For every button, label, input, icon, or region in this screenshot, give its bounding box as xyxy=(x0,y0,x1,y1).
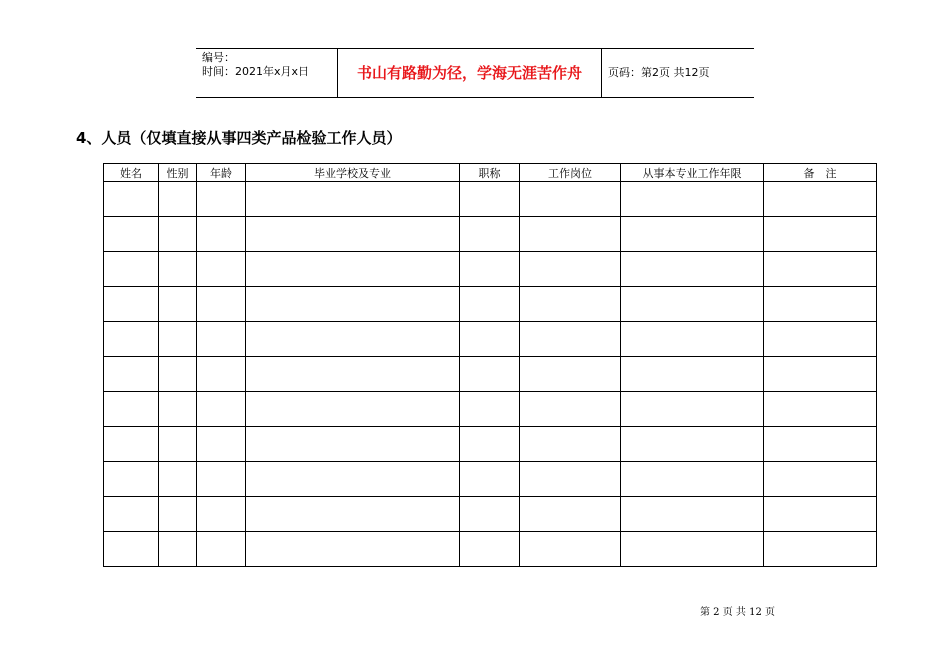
table-cell[interactable] xyxy=(246,497,460,532)
table-cell[interactable] xyxy=(197,357,246,392)
header-divider-right xyxy=(601,49,602,97)
table-cell[interactable] xyxy=(621,252,764,287)
table-cell[interactable] xyxy=(246,182,460,217)
table-cell[interactable] xyxy=(764,252,877,287)
table-cell[interactable] xyxy=(764,497,877,532)
table-cell[interactable] xyxy=(197,322,246,357)
table-cell[interactable] xyxy=(764,532,877,567)
table-header-row xyxy=(104,164,877,182)
table-cell[interactable] xyxy=(460,322,520,357)
table-cell[interactable] xyxy=(764,462,877,497)
table-cell[interactable] xyxy=(460,462,520,497)
code-label: 编号： xyxy=(202,51,235,64)
table-cell[interactable] xyxy=(764,182,877,217)
document-header xyxy=(196,48,754,98)
table-cell[interactable] xyxy=(246,462,460,497)
table-row xyxy=(104,497,877,532)
table-cell[interactable] xyxy=(246,217,460,252)
table-cell[interactable] xyxy=(621,497,764,532)
header-page-info: 页码：第2页 共12页 xyxy=(608,66,710,79)
table-cell[interactable] xyxy=(159,427,197,462)
table-cell[interactable] xyxy=(460,182,520,217)
table-cell[interactable] xyxy=(621,357,764,392)
table-cell[interactable] xyxy=(159,357,197,392)
table-cell[interactable] xyxy=(520,322,621,357)
table-body xyxy=(104,182,877,567)
col-header-age: 年龄 xyxy=(197,164,246,182)
table-cell[interactable] xyxy=(520,217,621,252)
table-cell[interactable] xyxy=(460,287,520,322)
page-footer: 第 2 页 共 12 页 xyxy=(700,607,775,618)
table-cell[interactable] xyxy=(104,287,159,322)
table-row xyxy=(104,357,877,392)
table-row xyxy=(104,182,877,217)
col-header-school-major: 毕业学校及专业 xyxy=(246,164,460,182)
staff-table xyxy=(103,163,877,567)
table-cell[interactable] xyxy=(104,497,159,532)
table-cell[interactable] xyxy=(764,322,877,357)
table-cell[interactable] xyxy=(104,217,159,252)
table-row xyxy=(104,252,877,287)
table-cell[interactable] xyxy=(621,427,764,462)
col-header-position: 工作岗位 xyxy=(520,164,621,182)
table-cell[interactable] xyxy=(246,357,460,392)
table-cell[interactable] xyxy=(246,532,460,567)
table-cell[interactable] xyxy=(246,392,460,427)
table-cell[interactable] xyxy=(764,357,877,392)
table-cell[interactable] xyxy=(197,497,246,532)
table-cell[interactable] xyxy=(159,497,197,532)
table-cell[interactable] xyxy=(197,532,246,567)
table-cell[interactable] xyxy=(520,357,621,392)
table-cell[interactable] xyxy=(460,252,520,287)
table-cell[interactable] xyxy=(621,217,764,252)
table-cell[interactable] xyxy=(460,427,520,462)
table-cell[interactable] xyxy=(104,427,159,462)
table-cell[interactable] xyxy=(460,217,520,252)
table-cell[interactable] xyxy=(246,287,460,322)
table-cell[interactable] xyxy=(764,427,877,462)
col-header-name: 姓名 xyxy=(104,164,159,182)
table-cell[interactable] xyxy=(520,427,621,462)
table-cell[interactable] xyxy=(104,322,159,357)
table-cell[interactable] xyxy=(197,217,246,252)
col-header-years: 从事本专业工作年限 xyxy=(621,164,764,182)
table-cell[interactable] xyxy=(621,287,764,322)
table-row xyxy=(104,532,877,567)
table-cell[interactable] xyxy=(621,462,764,497)
table-cell[interactable] xyxy=(159,322,197,357)
table-cell[interactable] xyxy=(621,182,764,217)
section-title: 4、人员（仅填直接从事四类产品检验工作人员） xyxy=(76,129,402,147)
table-cell[interactable] xyxy=(197,182,246,217)
table-cell[interactable] xyxy=(246,322,460,357)
header-motto: 书山有路勤为径，学海无涯苦作舟 xyxy=(356,64,582,82)
table-cell[interactable] xyxy=(764,392,877,427)
table-cell[interactable] xyxy=(520,287,621,322)
table-cell[interactable] xyxy=(460,532,520,567)
table-row xyxy=(104,392,877,427)
table-cell[interactable] xyxy=(159,462,197,497)
table-cell[interactable] xyxy=(159,287,197,322)
table-cell[interactable] xyxy=(246,427,460,462)
table-cell[interactable] xyxy=(104,182,159,217)
table-cell[interactable] xyxy=(621,532,764,567)
table-cell[interactable] xyxy=(197,392,246,427)
table-cell[interactable] xyxy=(764,217,877,252)
table-cell[interactable] xyxy=(159,532,197,567)
table-cell[interactable] xyxy=(520,462,621,497)
table-cell[interactable] xyxy=(197,462,246,497)
col-header-title: 职称 xyxy=(460,164,520,182)
table-cell[interactable] xyxy=(621,392,764,427)
table-cell[interactable] xyxy=(159,252,197,287)
table-cell[interactable] xyxy=(159,217,197,252)
header-meta xyxy=(202,51,309,79)
table-cell[interactable] xyxy=(246,252,460,287)
table-cell[interactable] xyxy=(520,532,621,567)
table-cell[interactable] xyxy=(764,287,877,322)
table-cell[interactable] xyxy=(159,392,197,427)
table-cell[interactable] xyxy=(460,357,520,392)
col-header-gender: 性别 xyxy=(159,164,197,182)
table-cell[interactable] xyxy=(197,252,246,287)
time-label: 时间：2021年x月x日 xyxy=(202,65,310,78)
table-cell[interactable] xyxy=(104,462,159,497)
table-row xyxy=(104,322,877,357)
col-header-remarks: 备 注 xyxy=(764,164,877,182)
table-cell[interactable] xyxy=(621,322,764,357)
table-cell[interactable] xyxy=(104,357,159,392)
table-cell[interactable] xyxy=(104,392,159,427)
table-cell[interactable] xyxy=(460,392,520,427)
table-cell[interactable] xyxy=(104,532,159,567)
table-cell[interactable] xyxy=(460,497,520,532)
table-row xyxy=(104,287,877,322)
table-row xyxy=(104,427,877,462)
table-cell[interactable] xyxy=(159,182,197,217)
table-cell[interactable] xyxy=(197,427,246,462)
table-cell[interactable] xyxy=(520,182,621,217)
table-cell[interactable] xyxy=(520,252,621,287)
table-row xyxy=(104,217,877,252)
table-cell[interactable] xyxy=(197,287,246,322)
table-cell[interactable] xyxy=(104,252,159,287)
table-cell[interactable] xyxy=(520,392,621,427)
table-row xyxy=(104,462,877,497)
table-cell[interactable] xyxy=(520,497,621,532)
